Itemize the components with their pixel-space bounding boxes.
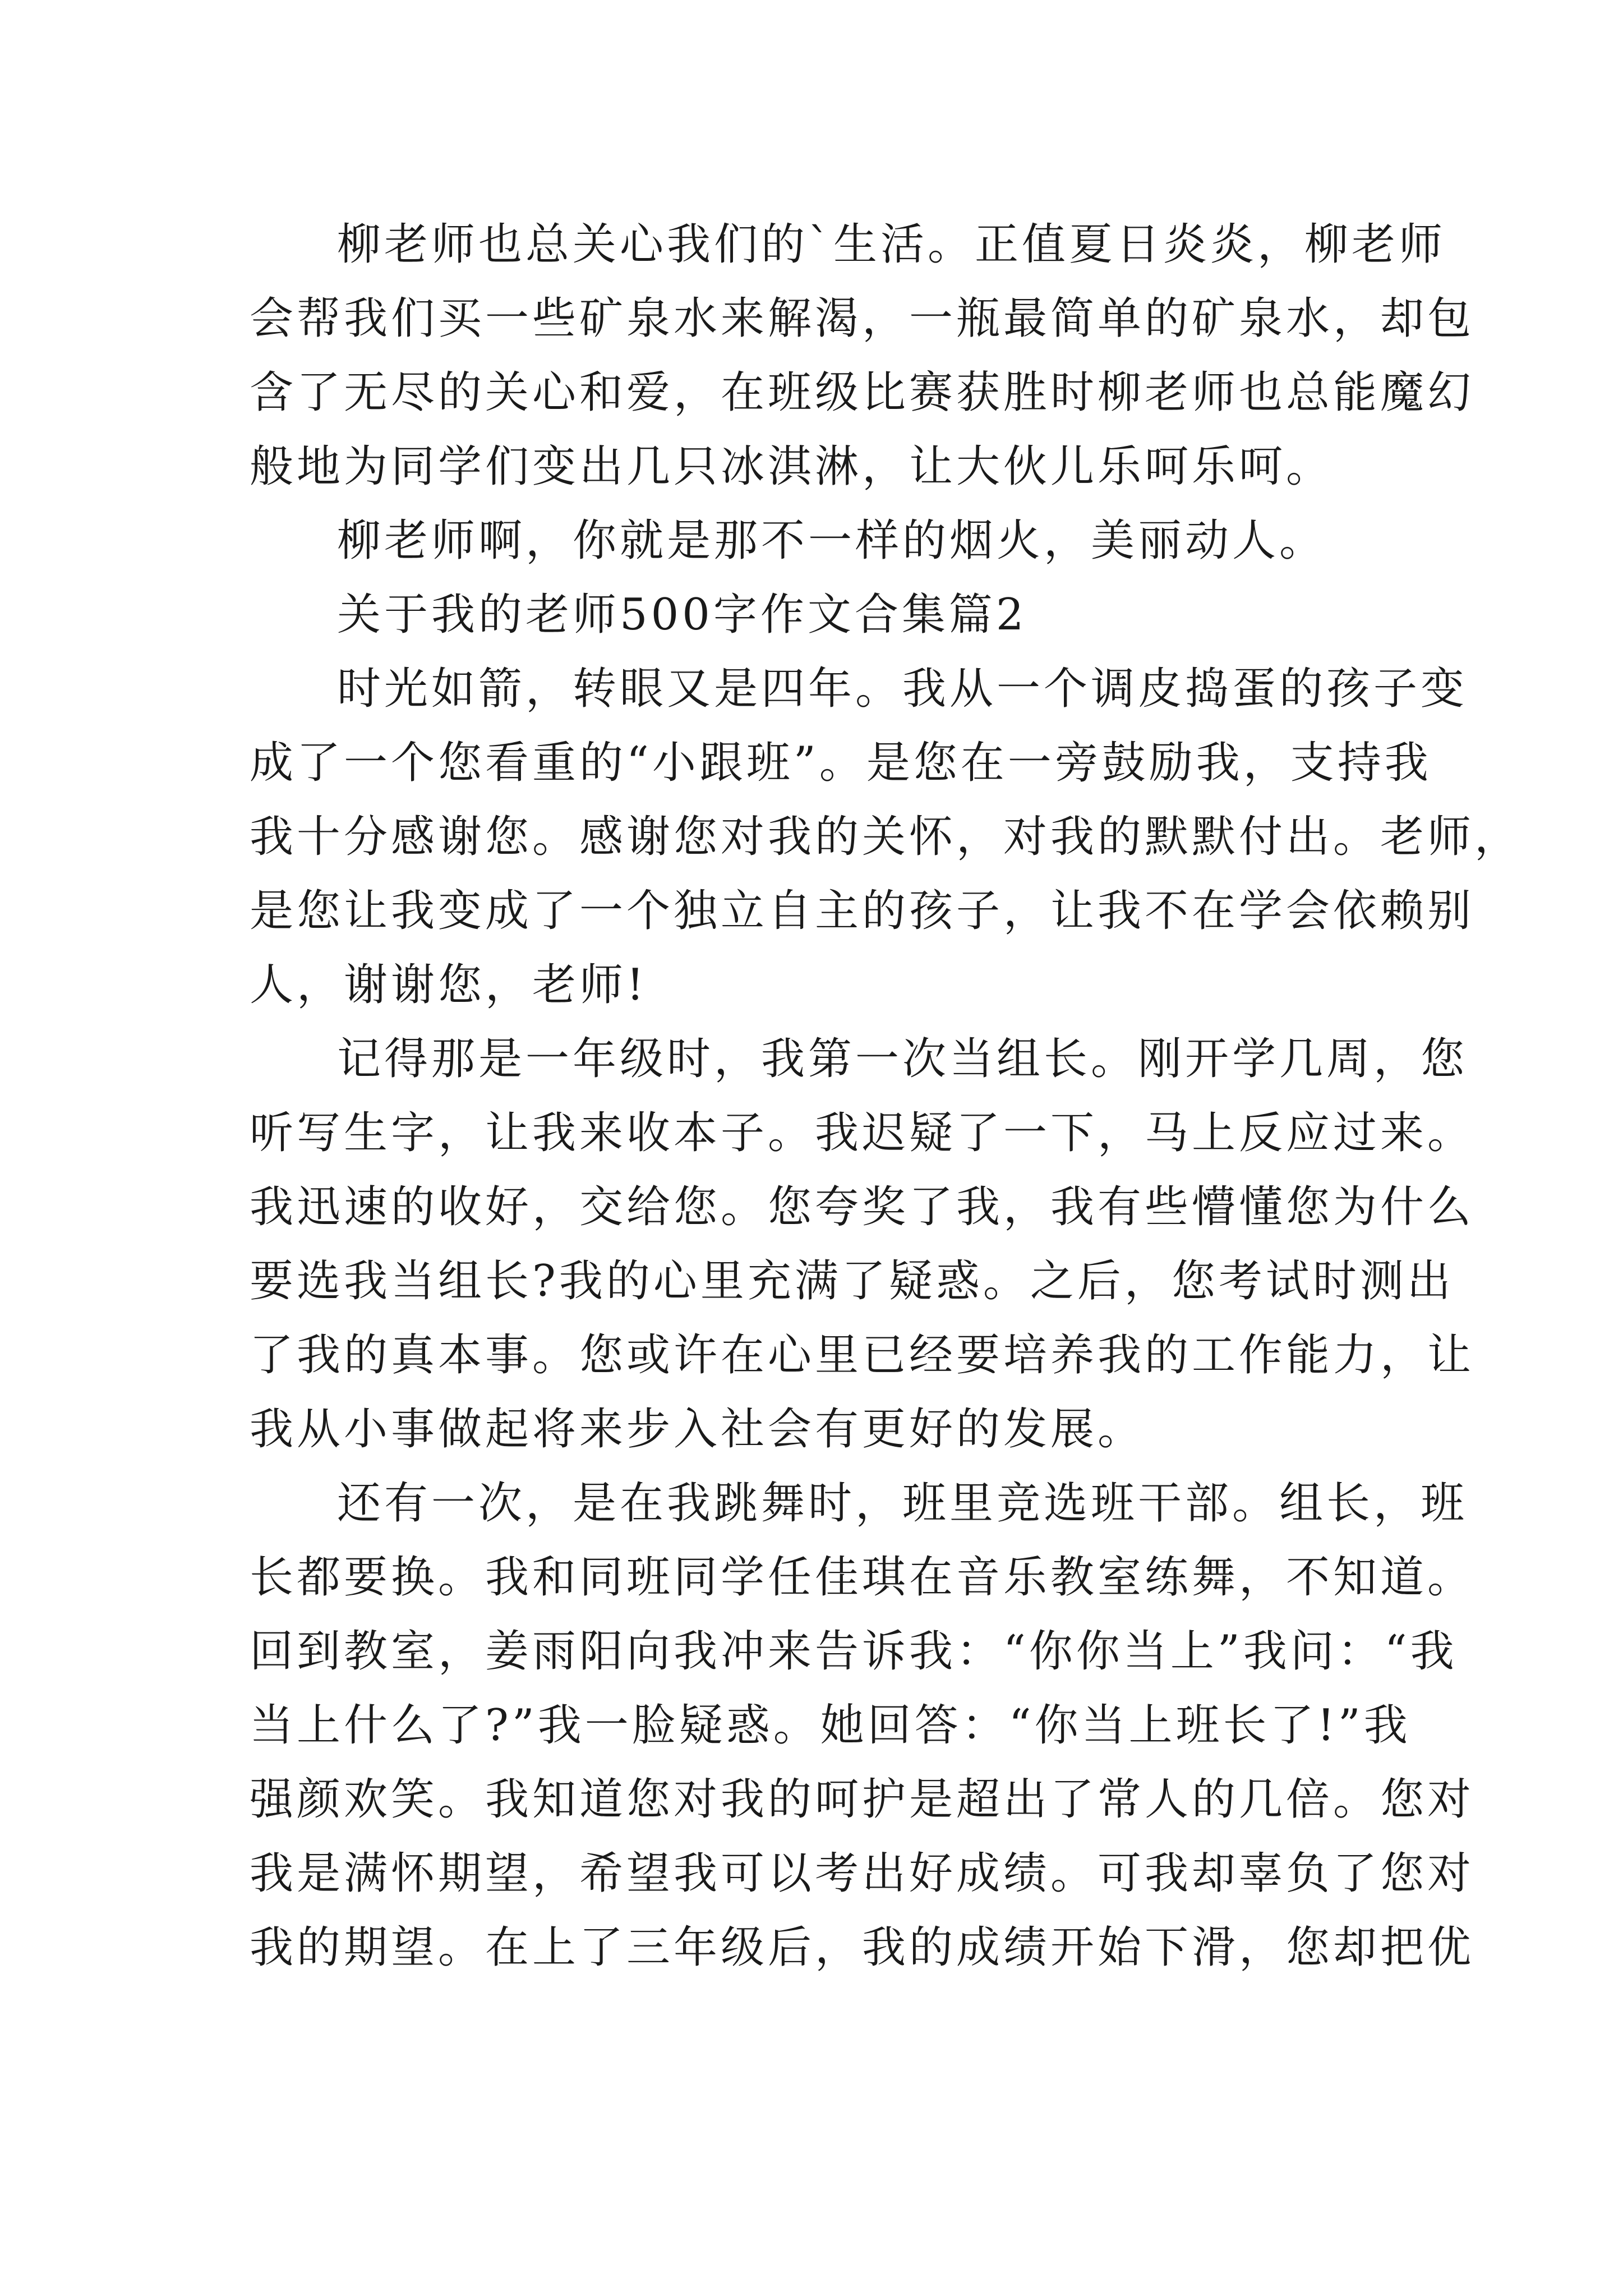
text-line: 人，谢谢您，老师! xyxy=(250,960,648,1010)
text-line: 我从小事做起将来步入社会有更好的发展。 xyxy=(250,1404,1145,1455)
text-line: 是您让我变成了一个独立自主的孩子，让我不在学会依赖别 xyxy=(250,886,1475,936)
text-line: 成了一个您看重的“小跟班”。是您在一旁鼓励我，支持我 xyxy=(250,738,1432,788)
text-line: 柳老师啊，你就是那不一样的烟火，美丽动人。 xyxy=(337,516,1327,566)
text-line: 强颜欢笑。我知道您对我的呵护是超出了常人的几倍。您对 xyxy=(250,1774,1475,1825)
text-line: 我十分感谢您。感谢您对我的关怀，对我的默默付出。老师， xyxy=(250,812,1522,862)
text-line: 般地为同学们变出几只冰淇淋，让大伙儿乐呵乐呵。 xyxy=(250,441,1334,492)
text-line: 会帮我们买一些矿泉水来解渴，一瓶最简单的矿泉水，却包 xyxy=(250,293,1475,344)
text-line: 柳老师也总关心我们的`生活。正值夏日炎炎，柳老师 xyxy=(337,219,1446,270)
text-line: 长都要换。我和同班同学任佳琪在音乐教室练舞，不知道。 xyxy=(250,1552,1475,1603)
section-heading: 关于我的老师500字作文合集篇2 xyxy=(337,590,1027,640)
text-line: 了我的真本事。您或许在心里已经要培养我的工作能力，让 xyxy=(250,1330,1475,1381)
text-line: 含了无尽的关心和爱，在班级比赛获胜时柳老师也总能魔幻 xyxy=(250,367,1475,418)
text-line: 我的期望。在上了三年级后，我的成绩开始下滑，您却把优 xyxy=(250,1922,1475,1973)
text-line: 还有一次，是在我跳舞时，班里竞选班干部。组长，班 xyxy=(337,1478,1468,1529)
text-line: 听写生字，让我来收本子。我迟疑了一下，马上反应过来。 xyxy=(250,1108,1475,1158)
text-line: 时光如箭，转眼又是四年。我从一个调皮捣蛋的孩子变 xyxy=(337,664,1468,714)
text-line: 当上什么了?”我一脸疑惑。她回答：“你当上班长了!”我 xyxy=(250,1700,1411,1751)
text-line: 我迅速的收好，交给您。您夸奖了我，我有些懵懂您为什么 xyxy=(250,1182,1475,1232)
text-line: 要选我当组长?我的心里充满了疑惑。之后，您考试时测出 xyxy=(250,1256,1454,1306)
document-body xyxy=(250,208,1522,1985)
text-line: 我是满怀期望，希望我可以考出好成绩。可我却辜负了您对 xyxy=(250,1848,1475,1899)
text-line: 回到教室，姜雨阳向我冲来告诉我：“你你当上”我问：“我 xyxy=(250,1626,1458,1677)
text-line: 记得那是一年级时，我第一次当组长。刚开学几周，您 xyxy=(337,1034,1468,1084)
